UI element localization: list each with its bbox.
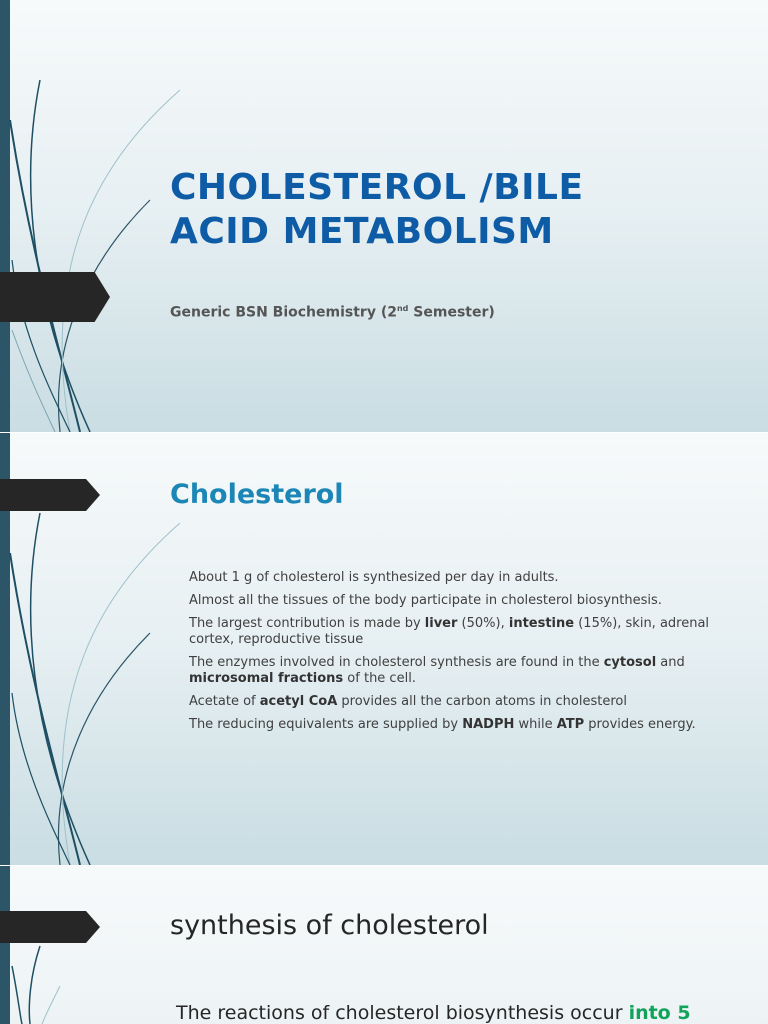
cholesterol-slide	[0, 433, 768, 865]
bullet-text: and	[656, 655, 685, 670]
list-item	[170, 593, 730, 609]
bold-term: acetyl CoA	[259, 694, 338, 709]
list-item	[170, 570, 730, 586]
subtitle	[170, 304, 495, 321]
bullet-text: provides all the carbon atoms in cholesterol	[337, 694, 627, 709]
list-item	[170, 694, 730, 710]
bold-term: intestine	[508, 616, 575, 631]
title-line-1: CHOLESTEROL /BILE	[170, 167, 584, 208]
bullet-text: Acetate of	[189, 694, 260, 709]
synthesis-slide	[0, 866, 768, 1024]
subtitle-prefix: Generic BSN Biochemistry (2	[170, 304, 397, 321]
bold-term: cytosol	[603, 655, 657, 670]
title-slide	[0, 0, 768, 432]
list-item	[170, 717, 730, 733]
slide-heading: Cholesterol	[170, 479, 344, 510]
decorative-swirl-lines	[0, 866, 200, 1024]
arrow-tab-shape	[0, 479, 100, 511]
arrow-tab-shape	[0, 272, 110, 322]
subtitle-superscript: nd	[396, 304, 409, 313]
bold-term: liver	[424, 616, 458, 631]
bold-term: microsomal fractions	[189, 671, 344, 686]
title-line-2: ACID METABOLISM	[170, 211, 554, 252]
list-item	[170, 1002, 691, 1024]
bullet-text: Almost all the tissues of the body participate in cholesterol biosynthesis.	[189, 593, 662, 608]
subtitle-suffix: Semester)	[408, 304, 495, 321]
list-item	[170, 616, 730, 648]
bullet-text: (15%), skin, adrenal cortex, reproductive tissue	[189, 616, 710, 647]
bullet-text: The largest contribution is made by	[189, 616, 425, 631]
bullet-text: About 1 g of cholesterol is synthesized per day in adults.	[189, 570, 559, 585]
bullet-text: The reactions of cholesterol biosynthesis occur	[176, 1002, 629, 1024]
bullet-text: of the cell.	[343, 671, 416, 686]
bold-term: NADPH	[462, 717, 515, 732]
bullet-text: (50%),	[457, 616, 509, 631]
bullet-text: The reducing equivalents are supplied by	[189, 717, 463, 732]
page-title	[170, 166, 730, 254]
bullet-text: while	[514, 717, 557, 732]
slide-heading: synthesis of cholesterol	[170, 910, 489, 941]
list-item	[170, 655, 730, 687]
bullet-text: The enzymes involved in cholesterol synthesis are found in the	[189, 655, 604, 670]
arrow-tab-shape	[0, 911, 100, 943]
bold-term: ATP	[556, 717, 585, 732]
bullet-list	[170, 570, 730, 740]
highlight-text: into 5	[628, 1002, 691, 1024]
bullet-text: provides energy.	[584, 717, 696, 732]
